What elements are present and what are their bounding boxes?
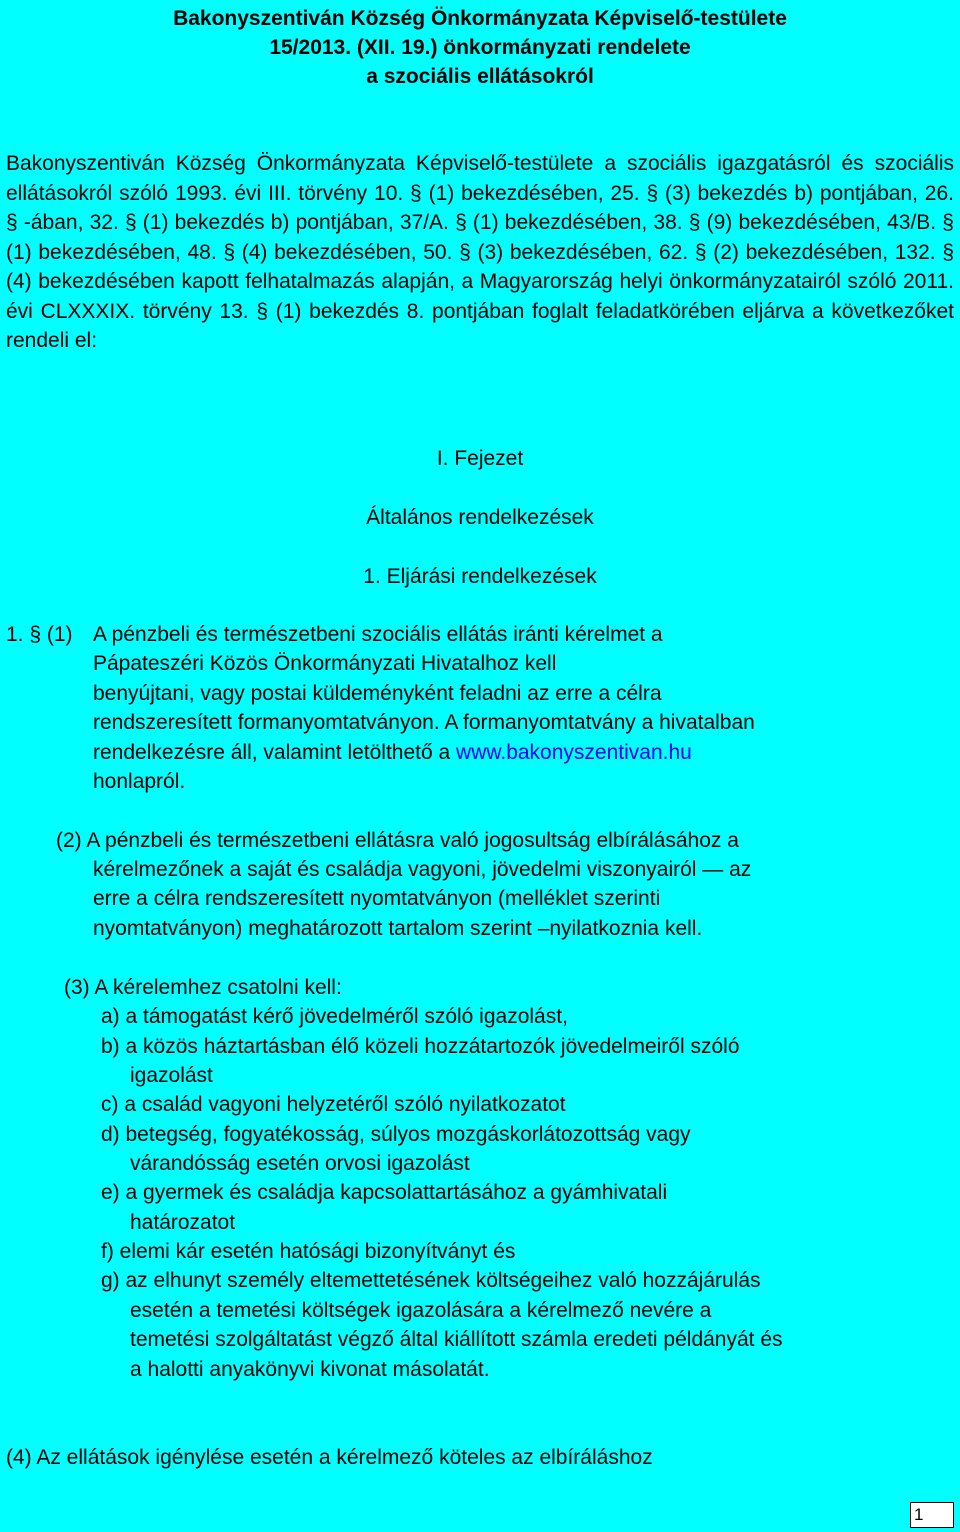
list-item-c: c) a család vagyoni helyzetéről szóló nyilatkozatot [101, 1093, 566, 1116]
para1-number: 1. § (1) [6, 623, 73, 646]
list-item-a: a) a támogatást kérő jövedelméről szóló igazolást, [101, 1005, 568, 1028]
para1-line-3: benyújtani, vagy postai küldeményként feladni az erre a célra [93, 682, 662, 705]
list-item-g-cont-3: a halotti anyakönyvi kivonat másolatát. [130, 1358, 490, 1381]
para2-line-1: (2) A pénzbeli és természetbeni ellátásra való jogosultság elbírálásához a [56, 829, 739, 852]
document-title [0, 4, 960, 91]
list-item-g-cont-2: temetési szolgáltatást végző által kiállított számla eredeti példányát és [130, 1328, 783, 1351]
para1-line-6: honlapról. [93, 770, 186, 793]
list-item-d: d) betegség, fogyatékosság, súlyos mozgáskorlátozottság vagy [101, 1123, 691, 1146]
para2-line-3: erre a célra rendszeresített nyomtatványon (melléklet szerinti [93, 887, 661, 910]
para1-line-2: Pápateszéri Közös Önkormányzati Hivatalhoz kell [93, 652, 557, 675]
list-item-f: f) elemi kár esetén hatósági bizonyítványt és [101, 1240, 516, 1263]
title-line-3: a szociális ellátásokról [366, 65, 594, 88]
list-item-e: e) a gyermek és családja kapcsolattartásához a gyámhivatali [101, 1181, 668, 1204]
website-link[interactable]: www.bakonyszentivan.hu [456, 741, 692, 764]
title-line-2: 15/2013. (XII. 19.) önkormányzati rendelete [269, 36, 691, 59]
para3-intro: (3) A kérelemhez csatolni kell: [64, 976, 342, 999]
list-item-b-cont: igazolást [130, 1064, 213, 1087]
para1-line-4: rendszeresített formanyomtatványon. A formanyomtatvány a hivatalban [93, 711, 755, 734]
list-item-b: b) a közös háztartásban élő közeli hozzátartozók jövedelmeiről szóló [101, 1035, 740, 1058]
list-item-d-cont: várandósság esetén orvosi igazolást [130, 1152, 470, 1175]
list-item-g-cont-1: esetén a temetési költségek igazolására a kérelmező nevére a [130, 1299, 712, 1322]
para2-line-4: nyomtatványon) meghatározott tartalom szerint –nyilatkoznia kell. [93, 917, 703, 940]
para1-line-5 [93, 739, 692, 767]
list-item-g: g) az elhunyt személy eltemettetésének költségeihez való hozzájárulás [101, 1269, 761, 1292]
title-line-1: Bakonyszentiván Község Önkormányzata Képviselő-testülete [173, 7, 787, 30]
page-number: 1 [910, 1502, 954, 1528]
para1-line-5-text: rendelkezésre áll, valamint letölthető a [93, 741, 457, 764]
chapter-number: I. Fejezet [436, 447, 524, 470]
chapter-title: Általános rendelkezések [366, 506, 594, 529]
list-item-e-cont: határozatot [130, 1211, 236, 1234]
section-title: 1. Eljárási rendelkezések [363, 565, 597, 588]
preamble-text: Bakonyszentiván Község Önkormányzata Képviselő-testülete a szociális igazgatásról és szociális ellátásokról szóló 1993. évi III. törvény 10. § (1) bekezdésében, 25. § (3) bekezdés b) pontjában, 26. § -ában, 32. § (1) bekezdés b) pontjában, 37/A. § (1) bekezdésében, 38. § (9) bekezdésében, 43/B. § (1) bekezdésében, 48. § (4) bekezdésében, 50. § (3) bekezdésében, 62. § (2) bekezdésében, 132. § (4) bekezdésében kapott felhatalmazás alapján, a Magyarország helyi önkormányzatairól szóló 2011. évi CLXXXIX. törvény 13. § (1) bekezdés 8. pontjában foglalt feladatkörében eljárva a következőket rendeli el: [6, 152, 954, 352]
para4-line-1: (4) Az ellátások igénylése esetén a kérelmező köteles az elbíráláshoz [6, 1446, 653, 1469]
para1-line-1: A pénzbeli és természetbeni szociális ellátás iránti kérelmet a [93, 623, 663, 646]
para2-line-2: kérelmezőnek a saját és családja vagyoni, jövedelmi viszonyairól — az [93, 858, 752, 881]
